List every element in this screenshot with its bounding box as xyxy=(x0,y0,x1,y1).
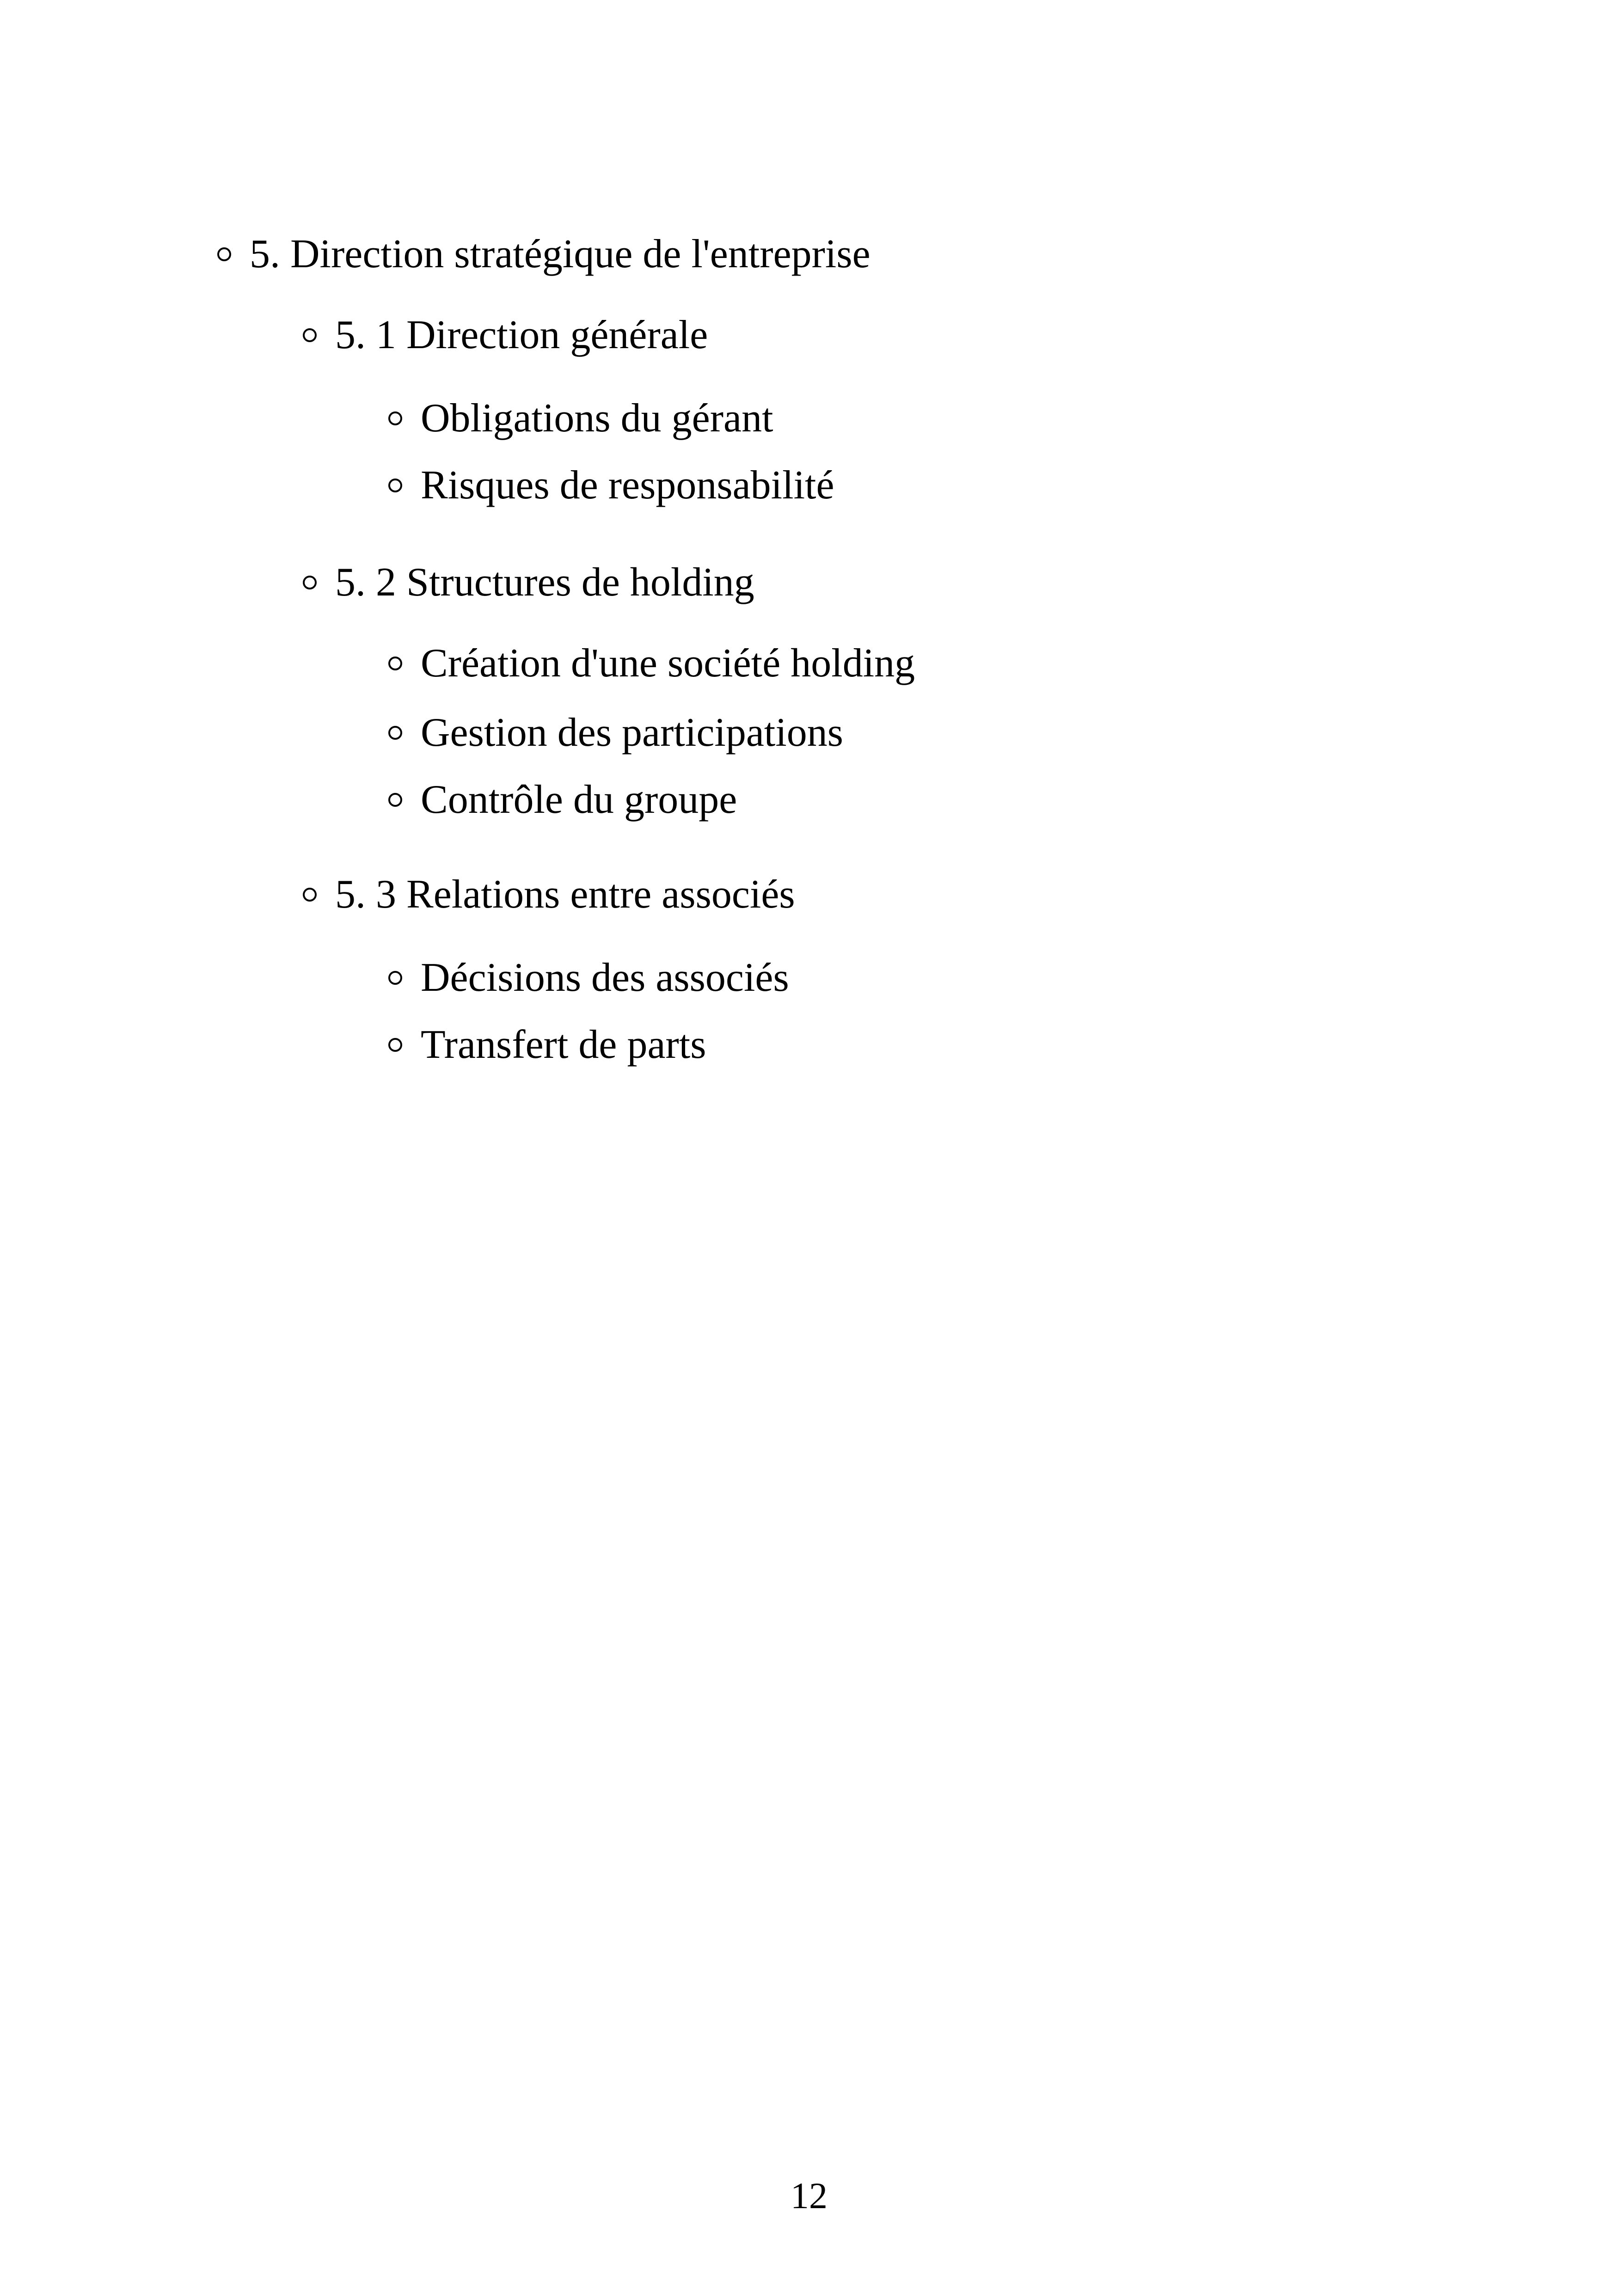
hollow-circle-bullet-icon xyxy=(303,576,317,589)
hollow-circle-bullet-icon xyxy=(303,888,317,902)
outline-item-label: 5. 3 Relations entre associés xyxy=(335,872,795,917)
outline-item xyxy=(388,640,915,687)
outline-item xyxy=(388,777,737,823)
outline-item-label: Décisions des associés xyxy=(421,955,789,1000)
outline-item-label: Transfert de parts xyxy=(421,1022,706,1067)
hollow-circle-bullet-icon xyxy=(217,247,231,261)
outline-item xyxy=(388,1022,706,1068)
outline-item xyxy=(388,955,789,1001)
outline-item-section-5 xyxy=(217,231,870,277)
hollow-circle-bullet-icon xyxy=(388,657,402,670)
outline-item-label: Gestion des participations xyxy=(421,710,844,755)
outline-item-label: Risques de responsabilité xyxy=(421,463,834,508)
hollow-circle-bullet-icon xyxy=(388,971,402,985)
hollow-circle-bullet-icon xyxy=(388,479,402,492)
outline-item-label: 5. 2 Structures de holding xyxy=(335,560,754,605)
outline-item-label: 5. 1 Direction générale xyxy=(335,313,708,357)
outline-item-subsection-5-1 xyxy=(303,312,708,358)
outline-item-subsection-5-3 xyxy=(303,872,795,918)
outline-item-subsection-5-2 xyxy=(303,559,754,606)
outline-item-label: Contrôle du groupe xyxy=(421,777,737,822)
outline-item-label: Obligations du gérant xyxy=(421,396,773,441)
outline-item xyxy=(388,395,773,442)
hollow-circle-bullet-icon xyxy=(388,1038,402,1052)
hollow-circle-bullet-icon xyxy=(388,726,402,740)
outline-item xyxy=(388,710,843,756)
page-number: 12 xyxy=(791,2176,827,2216)
outline-item-label: 5. Direction stratégique de l'entreprise xyxy=(250,232,870,276)
hollow-circle-bullet-icon xyxy=(388,411,402,425)
outline-item xyxy=(388,462,834,509)
hollow-circle-bullet-icon xyxy=(303,328,317,342)
hollow-circle-bullet-icon xyxy=(388,793,402,807)
outline-item-label: Création d'une société holding xyxy=(421,641,915,686)
